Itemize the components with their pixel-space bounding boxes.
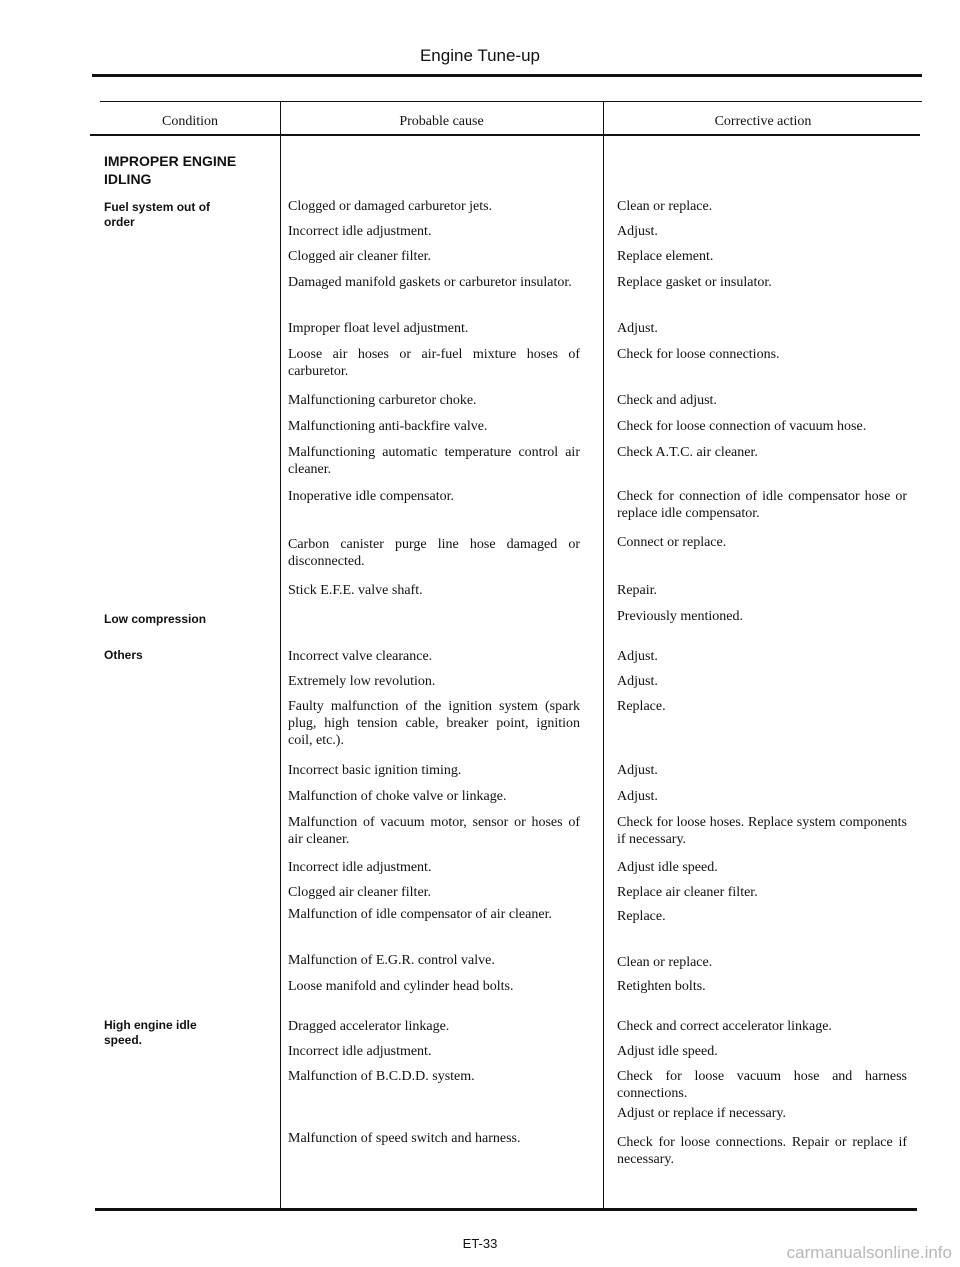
cause-item: Incorrect basic ignition timing. (288, 763, 462, 778)
cause-item: Malfunction of speed switch and harness. (288, 1131, 521, 1146)
action-item: Adjust. (617, 674, 658, 689)
action-item: Check for loose connections. (617, 347, 780, 362)
action-item: Replace element. (617, 249, 714, 264)
column-header-action: Corrective action (714, 114, 812, 129)
cause-item: Dragged accelerator linkage. (288, 1019, 450, 1034)
column-header-cause: Probable cause (399, 114, 484, 129)
action-item: Check and adjust. (617, 393, 717, 408)
column-divider-1 (280, 101, 281, 1209)
action-item: Replace. (617, 699, 666, 714)
watermark: carmanualsonline.info (786, 1243, 952, 1262)
action-item: Retighten bolts. (617, 979, 706, 994)
condition-fuel-system: Fuel system out of order (104, 200, 211, 229)
action-item: Repair. (617, 583, 658, 598)
table-top-rule (100, 101, 922, 102)
condition-low-compression: Low compression (104, 612, 207, 626)
cause-item: Extremely low revolution. (288, 674, 436, 689)
page-number: ET-33 (462, 1236, 498, 1251)
action-item: Check A.T.C. air cleaner. (617, 445, 758, 460)
action-item: Adjust. (617, 649, 658, 664)
condition-improper-idling: IMPROPER ENGINE IDLING (104, 153, 237, 187)
action-item: Previously mentioned. (617, 609, 743, 624)
cause-item: Clogged air cleaner filter. (288, 885, 432, 900)
page-title: Engine Tune-up (419, 46, 541, 65)
action-item: Connect or replace. (617, 535, 727, 550)
cause-item: Loose air hoses or air-fuel mixture hoses of carburetor. (288, 347, 580, 379)
cause-item: Incorrect idle adjustment. (288, 224, 432, 239)
action-item: Adjust idle speed. (617, 860, 718, 875)
cause-item: Malfunctioning carburetor choke. (288, 393, 477, 408)
cause-item: Carbon canister purge line hose damaged or disconnected. (288, 537, 580, 569)
cause-item: Malfunction of E.G.R. control valve. (288, 953, 495, 968)
cause-item: Incorrect idle adjustment. (288, 860, 432, 875)
condition-others: Others (104, 648, 143, 662)
cause-item: Loose manifold and cylinder head bolts. (288, 979, 514, 994)
table-header-rule (90, 134, 920, 136)
action-item: Clean or replace. (617, 955, 713, 970)
action-item: Adjust. (617, 321, 658, 336)
action-item: Adjust idle speed. (617, 1044, 718, 1059)
cause-item: Clogged or damaged carburetor jets. (288, 199, 493, 214)
cause-item: Malfunction of vacuum motor, sensor or hoses of air cleaner. (288, 815, 580, 847)
action-item: Replace gasket or insulator. (617, 275, 772, 290)
cause-item: Clogged air cleaner filter. (288, 249, 432, 264)
column-header-condition: Condition (161, 114, 218, 129)
cause-item: Malfunctioning automatic temperature control air cleaner. (288, 445, 580, 477)
action-item: Check and correct accelerator linkage. (617, 1019, 832, 1034)
cause-item: Malfunction of idle compensator of air cleaner. (288, 907, 552, 922)
cause-item: Malfunctioning anti-backfire valve. (288, 419, 488, 434)
action-item: Adjust. (617, 789, 658, 804)
action-item: Clean or replace. (617, 199, 713, 214)
column-divider-2 (603, 101, 604, 1209)
action-item: Adjust or replace if necessary. (617, 1106, 786, 1121)
cause-item: Faulty malfunction of the ignition system (spark plug, high tension cable, breaker point, ignition coil, etc.). (288, 699, 580, 748)
cause-item: Malfunction of B.C.D.D. system. (288, 1069, 475, 1084)
action-item: Adjust. (617, 763, 658, 778)
cause-item: Stick E.F.E. valve shaft. (288, 583, 423, 598)
table-bottom-rule (95, 1208, 917, 1211)
action-item: Check for loose connection of vacuum hose. (617, 419, 867, 434)
condition-high-idle: High engine idle speed. (104, 1018, 197, 1047)
action-item: Replace. (617, 909, 666, 924)
cause-item: Incorrect valve clearance. (288, 649, 433, 664)
action-item: Check for loose vacuum hose and harness connections. (617, 1069, 907, 1101)
action-item: Check for loose hoses. Replace system components if necessary. (617, 815, 907, 847)
cause-item: Inoperative idle compensator. (288, 489, 454, 504)
cause-item: Damaged manifold gaskets or carburetor insulator. (288, 275, 572, 290)
header-rule (92, 74, 922, 77)
action-item: Check for loose connections. Repair or replace if necessary. (617, 1135, 907, 1167)
cause-item: Improper float level adjustment. (288, 321, 469, 336)
cause-item: Malfunction of choke valve or linkage. (288, 789, 507, 804)
action-item: Check for connection of idle compensator hose or replace idle compensator. (617, 489, 907, 521)
action-item: Adjust. (617, 224, 658, 239)
cause-item: Incorrect idle adjustment. (288, 1044, 432, 1059)
action-item: Replace air cleaner filter. (617, 885, 758, 900)
